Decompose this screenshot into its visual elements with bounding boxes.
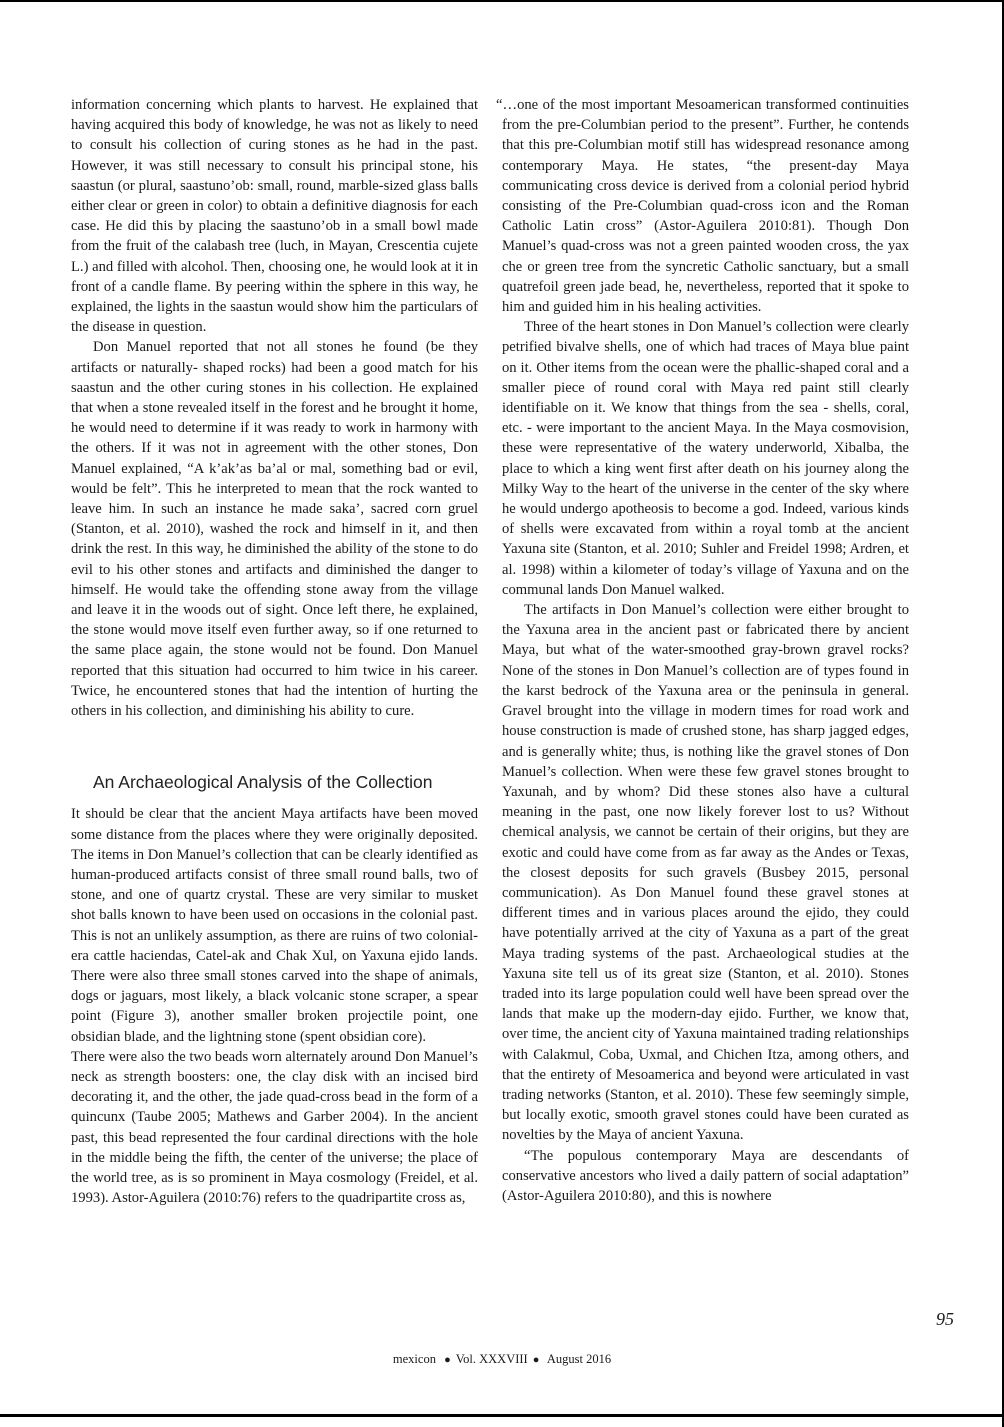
journal-name: mexicon <box>392 1352 436 1366</box>
right-column <box>496 95 909 1206</box>
body-paragraph: Don Manuel reported that not all stones he found (be they artifacts or naturally- shaped rocks) had been a good match for his saastun and the other curing stones in his collection. He explained that when a stone revealed itself in the forest and he brought it home, he would need to determine if it was ready to work in harmony with the others. If it was not in agreement with the other stones, Don Manuel explained, “A k’ak’as ba’al or mal, something bad or evil, would be felt”. This he interpreted to mean that the rock wanted to leave him. In such an instance he made saka’, sacred corn gruel (Stanton, et al. 2010), washed the rock and himself in it, and then drink the rest. In this way, he diminished the ability of the stone to do evil to his other stones and artifacts and diminished the danger to himself. He would take the offending stone away from the village and leave it in the woods out of sight. Once left there, he explained, the stone would move itself even further away, so if one returned to the same place again, the stone would not be found. Don Manuel reported that this situation had occurred to him twice in his career. Twice, he encountered stones that had the intention of hurting the others in his collection, and diminishing his ability to cure. <box>71 339 478 720</box>
body-paragraph: There were also the two beads worn alternately around Don Manuel’s neck as strength boosters: one, the clay disk with an incised bird decorating it, and the other, the jade quad-cross bead in the form of a quincunx (Taube 2005; Mathews and Garber 2004). In the ancient past, this bead represented the four cardinal directions with the hole in the middle being the fifth, the center of the universe; the place of the world tree, as is so prominent in Maya cosmology (Freidel, et al. 1993). Astor-Aguilera (2010:76) refers to the quadripartite cross as, <box>71 1048 478 1207</box>
body-paragraph: Three of the heart stones in Don Manuel’s collection were clearly petrified bivalve shells, one of which had traces of Maya blue paint on it. Other items from the ocean were the phallic-shaped coral and a smaller piece of round coral with Maya red paint still clearly identifiable on it. We know that things from the sea - shells, coral, etc. - were important to the ancient Maya. In the Maya cosmovision, these were representative of the watery underworld, Xibalba, the place to which a king went first after death on his journey along the Milky Way to the heart of the universe in the center of the sky where he would undergo apotheosis to become a god. Indeed, various kinds of shells were excavated from within a royal tomb at the ancient Yaxuna site (Stanton, et al. 2010; Suhler and Freidel 1998; Ardren, et al. 1998) within a kilometer of today’s village of Yaxuna and on the communal lands Don Manuel walked. <box>502 319 909 598</box>
body-paragraph: The artifacts in Don Manuel’s collection were either brought to the Yaxuna area in the ancient past or fabricated there by ancient Maya, but what of the water-smoothed gray-brown gravel rocks? None of the stones in Don Manuel’s collection are of types found in the karst bedrock of the Yaxuna area or the peninsula in general. Gravel brought into the village in modern times for road work and house construction is made of crushed stone, has sharp jagged edges, and is generally white; thus, is nothing like the gravel stones of Don Manuel’s collection. When were these few gravel stones brought to Yaxunah, and by whom? Did these stones also have a cultural meaning in the past, one now likely forever lost to us? Without chemical analysis, we cannot be certain of their origins, but they are exotic and could have come from as far away as the Andes or Texas, the closest deposits for such gravels (Busbey 2015, personal communication). As Don Manuel found these gravel stones at different times and in various places around the ejido, they could have potentially arrived at the city of Yaxuna as a part of the great Maya trading systems of the past. Archaeological studies at the Yaxuna site tell us of its great size (Stanton, et al. 2010). Stones traded into its large population could well have been spread over the lands that make up the modern-day ejido. Further, we know that, over time, the ancient city of Yaxuna maintained trading relationships with Calakmul, Coba, Uxmal, and Chichen Itza, among others, and that the entirety of Mesoamerica and beyond were articulated in vast trading networks (Stanton, et al. 2010). These few seemingly simple, but locally exotic, smooth gravel stones could have been curated as novelties by the Maya of ancient Yaxuna. <box>502 602 909 1144</box>
footer <box>0 1352 1004 1367</box>
body-paragraph: It should be clear that the ancient Maya artifacts have been moved some distance from the places where they were originally deposited. The items in Don Manuel’s collection that can be clearly identified as human-produced artifacts consist of three small round balls, two of stone, and one of quartz crystal. These are very similar to musket shot balls known to have been used on occasions in the colonial past. This is not an unlikely assumption, as there are ruins of two colonial-era cattle haciendas, Catel-ak and Chak Xul, on Yaxuna ejido lands. There were also three small stones carved into the shape of animals, dogs or jaguars, most likely, a black volcanic stone scraper, a spear point (Figure 3), another smaller broken projectile point, one obsidian blade, and the lightning stone (spent obsidian core). <box>71 806 478 1045</box>
page-number: 95 <box>936 1309 954 1329</box>
section-heading: An Archaeological Analysis of the Collection <box>93 772 433 793</box>
bottom-rule <box>0 1414 1004 1417</box>
journal-volume: Vol. XXXVIII <box>455 1352 528 1366</box>
journal-date: August 2016 <box>546 1352 612 1366</box>
body-paragraph: information concerning which plants to harvest. He explained that having acquired this body of knowledge, he was not as likely to need to consult his collection of curing stones as he had in the past. However, it was still necessary to consult his principal stone, his saastun (or plural, saastuno’ob: small, round, marble-sized glass balls either clear or green in color) to obtain a definitive diagnosis for each case. He did this by placing the saastuno’ob in a small bowl made from the fruit of the calabash tree (luch, in Mayan, Crescentia cujete L.) and filled with alcohol. Then, choosing one, he would look at it in front of a candle flame. By peering within the sphere in this way, he explained, the lights in the saastun would show him the particulars of the disease in question. <box>71 97 478 336</box>
block-quote-paragraph: “…one of the most important Mesoamerican transformed continuities from the pre-Columbian period to the present”. Further, he contends that this pre-Columbian motif still has widespread resonance among contemporary Maya. He states, “the present-day Maya communicating cross device is derived from a colonial period hybrid consisting of the Pre-Columbian quad-cross icon and the Roman Catholic Latin cross” (Astor-Aguilera 2010:81). Though Don Manuel’s quad-cross was not a green painted wooden cross, the yax che or green tree from the syncretic Catholic sanctuary, but a small quatrefoil green jade bead, he, nevertheless, reported that it spoke to him and guided him in his healing activities. <box>496 97 909 316</box>
body-paragraph: “The populous contemporary Maya are descendants of conservative ancestors who lived a daily pattern of social adaptation” (Astor-Aguilera 2010:80), and this is nowhere <box>502 1147 909 1204</box>
bullet-separator: ● <box>444 1354 451 1366</box>
bullet-separator: ● <box>532 1354 540 1366</box>
left-column <box>71 95 478 1208</box>
